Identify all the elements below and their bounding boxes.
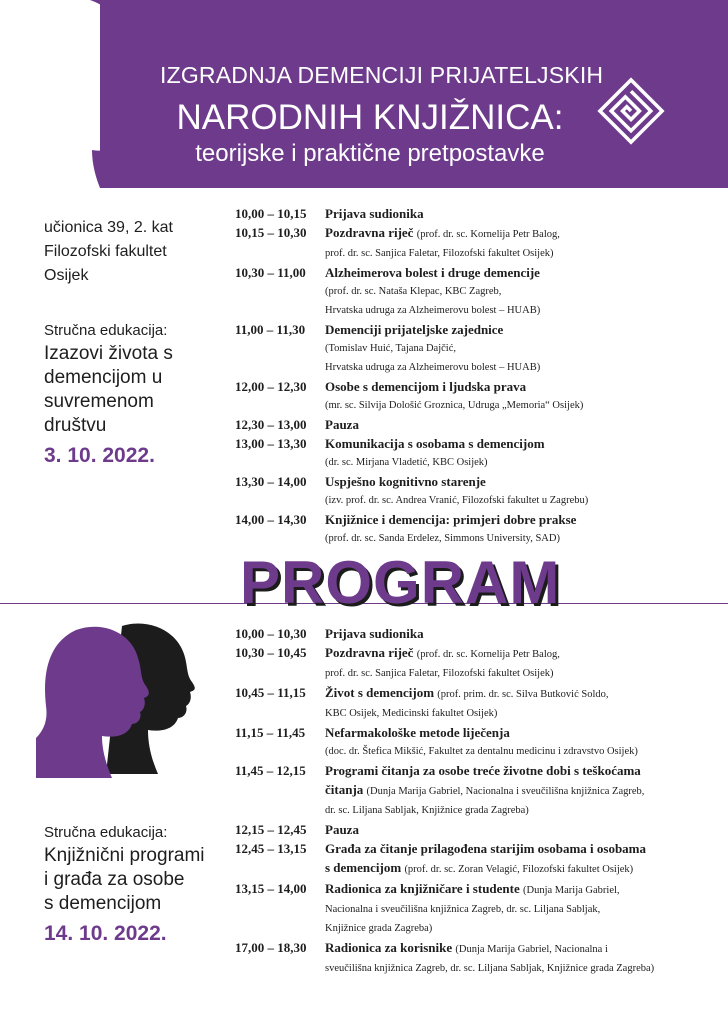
schedule-item-text	[325, 263, 540, 282]
schedule-time: 12,15 – 12,45	[235, 822, 307, 837]
schedule-title: Programi čitanja za osobe treće životne dobi s teškoćama	[325, 763, 641, 778]
schedule-item-head	[235, 263, 715, 282]
header-line3: teorijske i praktične pretpostavke	[195, 140, 545, 167]
schedule-time: 13,15 – 14,00	[235, 881, 307, 896]
schedule-speaker-line: dr. sc. Liljana Sabljak, Knjižnice grada Zagreba)	[325, 805, 529, 816]
schedule-title-tail: čitanja	[325, 782, 364, 797]
schedule-item-text	[325, 434, 545, 453]
schedule-item-text	[325, 320, 503, 339]
schedule-item-head	[235, 204, 715, 223]
location-line2: Filozofski fakultet	[44, 243, 167, 260]
schedule-item	[235, 320, 715, 377]
schedule-title: Pauza	[325, 417, 359, 432]
schedule-item-head	[235, 223, 715, 244]
schedule-title: Osobe s demencijom i ljudska prava	[325, 379, 527, 394]
schedule-item	[235, 761, 715, 820]
session2-date: 14. 10. 2022.	[44, 922, 167, 945]
schedule-speaker-line: Hrvatska udruga za Alzheimerovu bolest – HUAB)	[325, 305, 541, 316]
schedule-title: Radionica za knjižničare i studente	[325, 881, 520, 896]
schedule-speaker: (prof. prim. dr. sc. Silva Butković Soldo,	[437, 689, 609, 700]
schedule-time: 12,00 – 12,30	[235, 379, 307, 394]
schedule-speaker-line: (doc. dr. Štefica Mikšić, Fakultet za dentalnu medicinu i zdravstvo Osijek)	[325, 746, 638, 757]
schedule-item	[235, 938, 715, 978]
location-line3: Osijek	[44, 267, 89, 284]
schedule-item-head	[235, 839, 715, 858]
schedule-item-text	[325, 624, 424, 643]
schedule-item	[235, 643, 715, 683]
schedule-speaker: (Dunja Marija Gabriel,	[523, 885, 620, 896]
schedule-time: 11,00 – 11,30	[235, 322, 306, 337]
schedule-speaker-line: Nacionalna i sveučilišna knjižnica Zagreb, dr. sc. Liljana Sabljak,	[325, 904, 601, 915]
schedule-item-text	[325, 761, 641, 780]
schedule-item	[235, 377, 715, 415]
schedule-title-tail: s demencijom	[325, 860, 402, 875]
schedule-item	[235, 839, 715, 879]
schedule-item-head	[235, 643, 715, 664]
schedule-item-text	[325, 510, 576, 529]
schedule-title: Radionica za korisnike	[325, 940, 453, 955]
schedule-item-text	[325, 204, 424, 223]
session1-title-line: društvu	[44, 415, 107, 436]
schedule-item-head	[235, 723, 715, 742]
schedule-title: Demenciji prijateljske zajednice	[325, 322, 504, 337]
schedule-speaker-line: (Tomislav Huić, Tajana Dajčić,	[325, 343, 456, 354]
schedule-time: 12,30 – 13,00	[235, 417, 307, 432]
schedule-item-text	[325, 415, 359, 434]
schedule-item-head	[235, 683, 715, 704]
schedule-time: 10,15 – 10,30	[235, 225, 307, 240]
session2-title-line: Knjižnični programi	[44, 845, 205, 866]
schedule-item-text	[325, 472, 486, 491]
session1-title-line: suvremenom	[44, 391, 154, 412]
schedule-title: Pozdravna riječ	[325, 225, 414, 240]
schedule-time: 10,30 – 11,00	[235, 265, 306, 280]
schedule-item-text	[325, 879, 620, 900]
schedule-item	[235, 510, 715, 548]
schedule-speaker-line: Knjižnice grada Zagreba)	[325, 923, 433, 934]
schedule-item-text	[325, 839, 646, 858]
schedule-time: 13,00 – 13,30	[235, 436, 307, 451]
session1-date: 3. 10. 2022.	[44, 444, 155, 467]
schedule-title: Građa za čitanje prilagođena starijim osobama i osobama	[325, 841, 647, 856]
schedule-item	[235, 472, 715, 510]
schedule-speaker-line: sveučilišna knjižnica Zagreb, dr. sc. Liljana Sabljak, Knjižnice grada Zagreba)	[325, 963, 655, 974]
maze-logo-icon	[596, 76, 666, 146]
schedule-item-head	[235, 472, 715, 491]
location-line1: učionica 39, 2. kat	[44, 219, 173, 236]
schedule-item	[235, 223, 715, 263]
schedule-speaker-line: (izv. prof. dr. sc. Andrea Vranić, Filozofski fakultet u Zagrebu)	[325, 495, 589, 506]
schedule-title: Uspješno kognitivno starenje	[325, 474, 486, 489]
schedule-item-text	[325, 643, 560, 664]
schedule-item	[235, 624, 715, 643]
schedule-session1	[235, 204, 715, 548]
schedule-item-text	[325, 938, 608, 959]
schedule-speaker: (prof. dr. sc. Kornelija Petr Balog,	[416, 649, 560, 660]
schedule-item-head	[235, 320, 715, 339]
session1-title-line: Izazovi života s	[44, 343, 173, 364]
session2-title	[44, 844, 205, 916]
schedule-item	[235, 204, 715, 223]
session2-label: Stručna edukacija:	[44, 824, 168, 841]
schedule-item-head	[235, 434, 715, 453]
schedule-time: 14,00 – 14,30	[235, 512, 307, 527]
schedule-time: 11,45 – 12,15	[235, 763, 306, 778]
session1-title	[44, 342, 173, 438]
schedule-item-head	[235, 510, 715, 529]
schedule-item-text	[325, 223, 560, 244]
schedule-title: Život s demencijom	[325, 685, 435, 700]
schedule-speaker-line: prof. dr. sc. Sanjica Faletar, Filozofski fakultet Osijek)	[325, 248, 554, 259]
schedule-item-head	[235, 761, 715, 780]
schedule-speaker-line: prof. dr. sc. Sanjica Faletar, Filozofski fakultet Osijek)	[325, 668, 554, 679]
schedule-time: 10,30 – 10,45	[235, 645, 307, 660]
schedule-item-head	[235, 415, 715, 434]
schedule-speaker-line: (prof. dr. sc. Nataša Klepac, KBC Zagreb,	[325, 286, 502, 297]
schedule-item	[235, 263, 715, 320]
session1-title-line: demencijom u	[44, 367, 163, 388]
schedule-title: Komunikacija s osobama s demencijom	[325, 436, 545, 451]
schedule-time: 12,45 – 13,15	[235, 841, 307, 856]
schedule-title: Prijava sudionika	[325, 626, 424, 641]
schedule-item-head	[235, 377, 715, 396]
schedule-speaker-line: KBC Osijek, Medicinski fakultet Osijek)	[325, 708, 498, 719]
session2-title-line: s demencijom	[44, 893, 162, 914]
schedule-title: Pauza	[325, 822, 359, 837]
schedule-speaker-line: (prof. dr. sc. Sanda Erdelez, Simmons University, SAD)	[325, 533, 560, 544]
schedule-item-text	[325, 683, 609, 704]
schedule-item	[235, 723, 715, 761]
schedule-item-head	[235, 820, 715, 839]
session1-label: Stručna edukacija:	[44, 322, 168, 339]
schedule-time: 10,45 – 11,15	[235, 685, 306, 700]
schedule-title: Alzheimerova bolest i druge demencije	[325, 265, 540, 280]
schedule-item	[235, 879, 715, 938]
schedule-title-continued	[235, 858, 715, 879]
schedule-session2	[235, 624, 715, 978]
schedule-item	[235, 683, 715, 723]
schedule-speaker-line: (mr. sc. Silvija Dološić Groznica, Udruga „Memoria“ Osijek)	[325, 400, 584, 411]
schedule-item	[235, 434, 715, 472]
schedule-speaker: (prof. dr. sc. Kornelija Petr Balog,	[416, 229, 560, 240]
schedule-item-head	[235, 624, 715, 643]
schedule-title-continued	[235, 780, 715, 801]
program-title: PROGRAM	[240, 549, 561, 616]
location-block	[44, 216, 173, 288]
schedule-speaker: (prof. dr. sc. Zoran Velagić, Filozofski fakultet Osijek)	[404, 864, 634, 875]
schedule-speaker-line: Hrvatska udruga za Alzheimerovu bolest – HUAB)	[325, 362, 541, 373]
schedule-speaker-line: (dr. sc. Mirjana Vladetić, KBC Osijek)	[325, 457, 488, 468]
schedule-item-text	[325, 377, 526, 396]
schedule-speaker: (Dunja Marija Gabriel, Nacionalna i	[455, 944, 608, 955]
two-heads-silhouette-icon	[36, 610, 206, 780]
schedule-speaker: (Dunja Marija Gabriel, Nacionalna i sveučilišna knjižnica Zagreb,	[366, 786, 645, 797]
schedule-time: 10,00 – 10,30	[235, 626, 307, 641]
header-line2: NARODNIH KNJIŽNICA:	[176, 98, 564, 137]
schedule-time: 17,00 – 18,30	[235, 940, 307, 955]
schedule-time: 13,30 – 14,00	[235, 474, 307, 489]
session2-title-line: i građa za osobe	[44, 869, 185, 890]
schedule-item	[235, 820, 715, 839]
schedule-title: Pozdravna riječ	[325, 645, 414, 660]
schedule-item-text	[325, 723, 510, 742]
schedule-title: Nefarmakološke metode liječenja	[325, 725, 510, 740]
schedule-time: 10,00 – 10,15	[235, 206, 307, 221]
schedule-item-head	[235, 879, 715, 900]
schedule-title: Prijava sudionika	[325, 206, 424, 221]
schedule-title: Knjižnice i demencija: primjeri dobre prakse	[325, 512, 577, 527]
schedule-item	[235, 415, 715, 434]
schedule-time: 11,15 – 11,45	[235, 725, 306, 740]
schedule-item-text	[325, 820, 359, 839]
schedule-item-head	[235, 938, 715, 959]
header-line1: IZGRADNJA DEMENCIJI PRIJATELJSKIH	[160, 62, 604, 88]
